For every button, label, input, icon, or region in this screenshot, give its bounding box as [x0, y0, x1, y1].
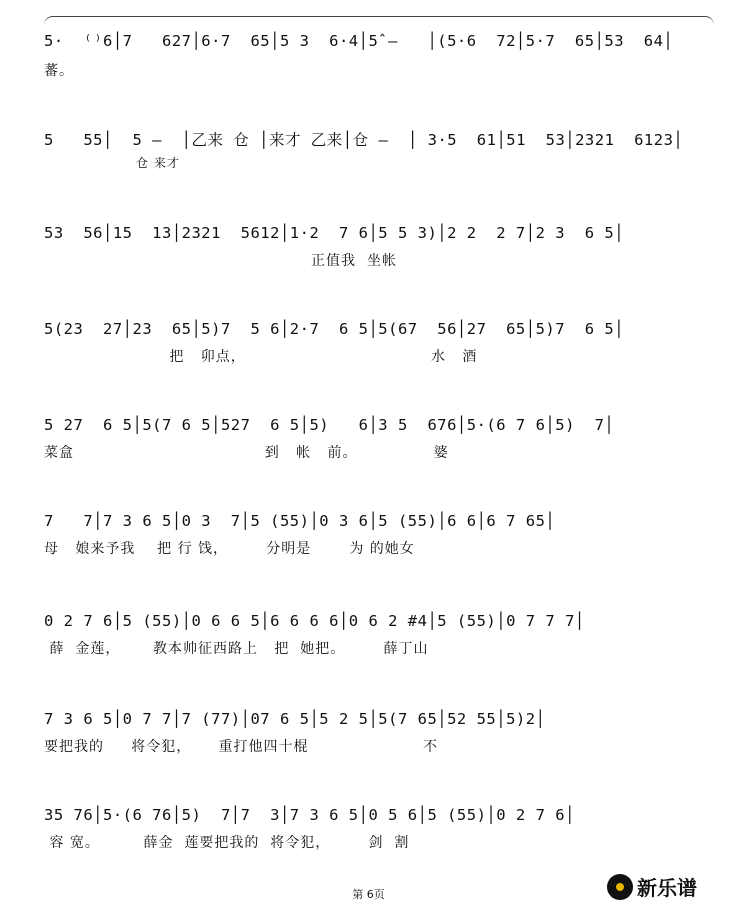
- lyric-line: 要把我的 将令犯， 重打他四十棍 不: [44, 739, 438, 755]
- brand-name: 新乐谱: [637, 876, 697, 900]
- notation-line: 5· ⁽⁾6│7 627│6·7 65│5 3 6·4│5̂ – │(5·6 72│5·7 65│53 64│: [44, 32, 674, 50]
- lyric-line: 正值我 坐帐: [44, 253, 397, 269]
- opening-slur: [44, 16, 714, 25]
- lyric-line: 母 娘来予我 把 行 饯， 分明是 为 的她女: [44, 541, 415, 557]
- brand-logo: [607, 872, 697, 901]
- record-disc-icon: [607, 874, 633, 900]
- lyric-line: 蕃。: [44, 63, 74, 79]
- lyric-line: 容 宽。 薛金 莲要把我的 将令犯， 剑 割: [44, 835, 410, 851]
- notation-line: 35 76│5·(6 76│5) 7│7 3│7 3 6 5│0 5 6│5 (55)│0 2 7 6│: [44, 806, 575, 824]
- page-number: 第 6页: [352, 888, 385, 901]
- notation-line: 7 7│7 3 6 5│0 3 7│5 (55)│0 3 6│5 (55)│6 6│6 7 65│: [44, 512, 556, 530]
- lyric-line-percussion: 仓 来才: [136, 156, 180, 170]
- notation-line: 53 56│15 13│2321 5612│1·2 7 6│5 5 3)│2 2 2 7│2 3 6 5│: [44, 224, 625, 242]
- lyric-line: 菜盒 到 帐 前。 婆: [44, 445, 449, 461]
- notation-line: 7 3 6 5│0 7 7│7 (77)│07 6 5│5 2 5│5(7 65│52 55│5)2│: [44, 710, 546, 728]
- notation-line: 5 27 6 5│5(7 6 5│527 6 5│5) 6│3 5 676│5·(6 7 6│5) 7│: [44, 416, 615, 434]
- notation-line: 5(23 27│23 65│5)7 5 6│2·7 6 5│5(67 56│27 65│5)7 6 5│: [44, 320, 625, 338]
- notation-line: 5 55│ 5 – │乙来 仓 │来才 乙来│仓 – │ 3·5 61│51 53│2321 6123│: [44, 131, 684, 149]
- notation-line: 0 2 7 6│5 (55)│0 6 6 5│6 6 6 6│0 6 2 #4│5 (55)│0 7 7 7│: [44, 612, 585, 630]
- lyric-line: 薛 金莲， 教本帅征西路上 把 她把。 薛丁山: [44, 641, 429, 657]
- lyric-line: 把 卯点， 水 酒: [44, 349, 478, 365]
